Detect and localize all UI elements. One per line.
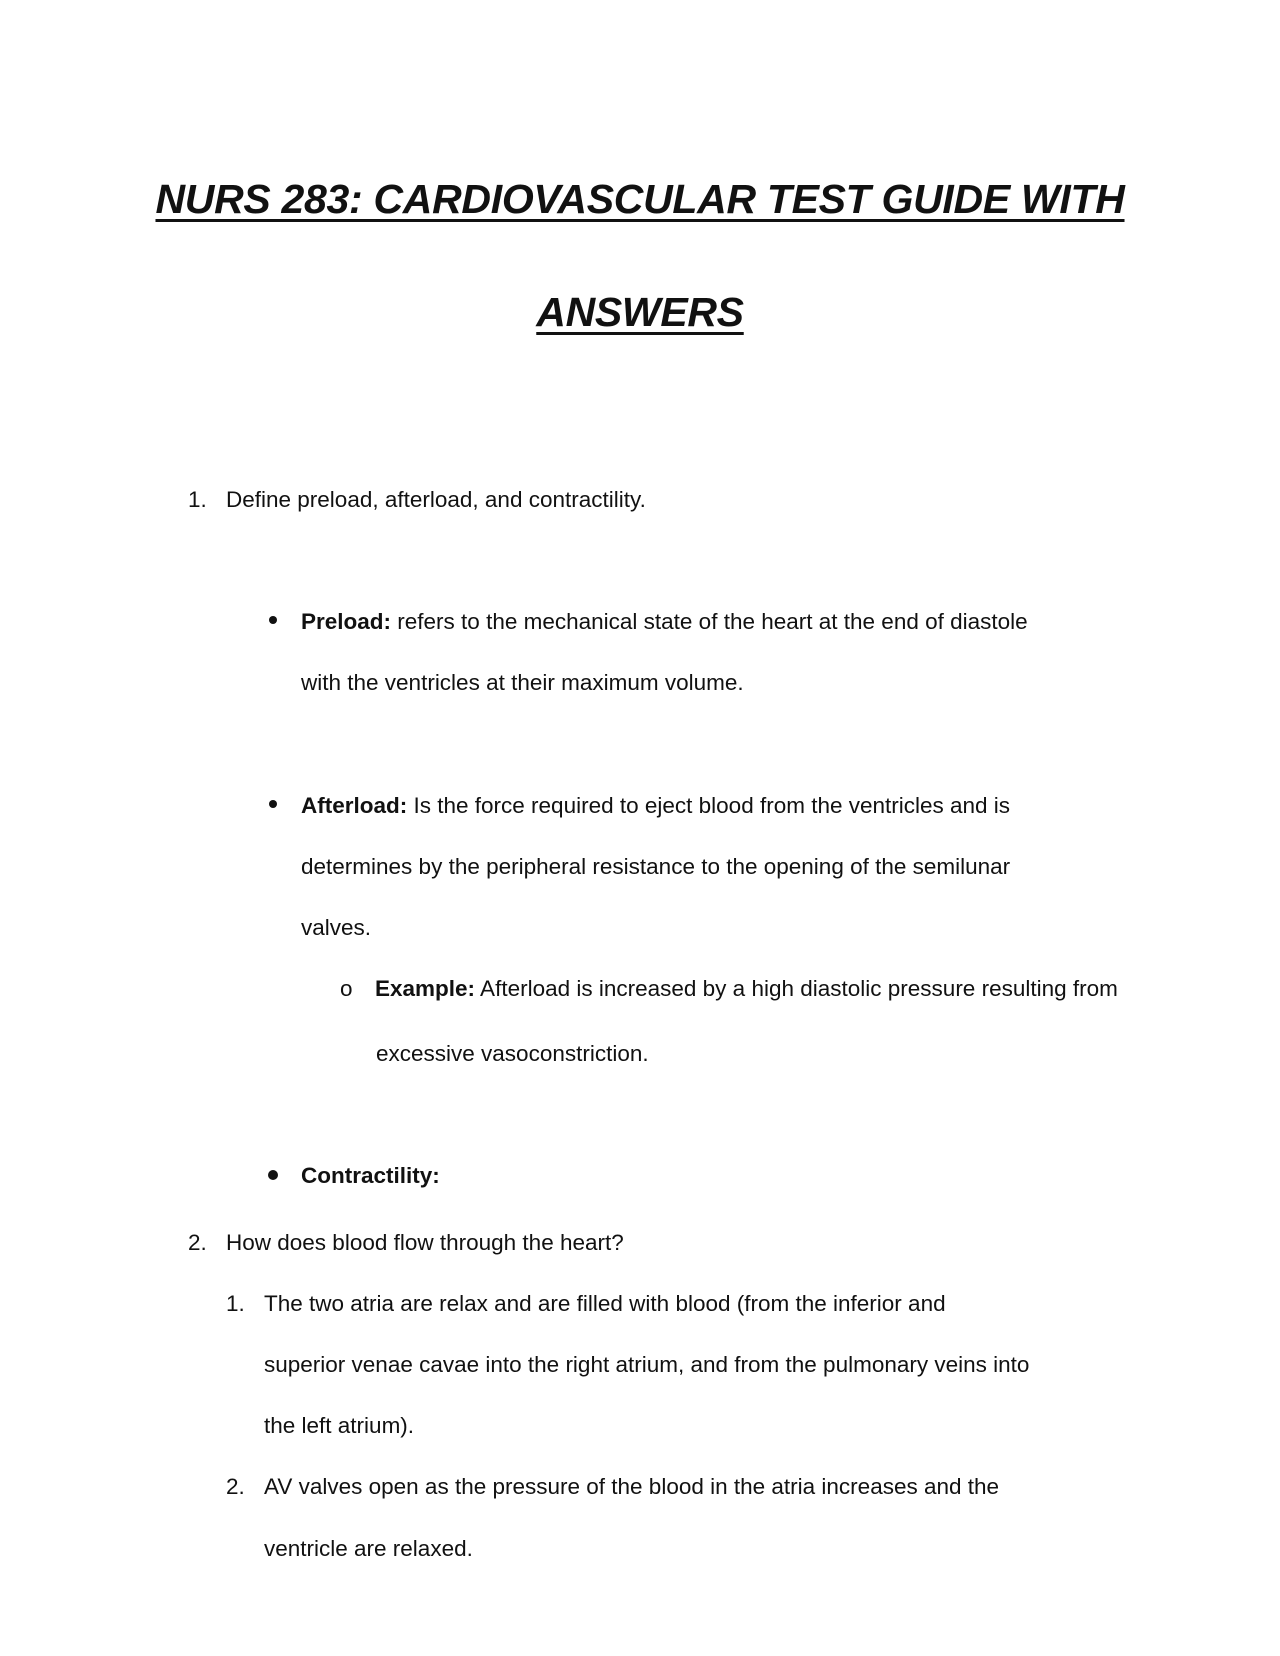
step-2-line-1: AV valves open as the pressure of the blood in the atria increases and the <box>264 1474 1000 1499</box>
question-1-number: 1. <box>188 487 207 512</box>
document-title-line-1: NURS 283: CARDIOVASCULAR TEST GUIDE WITH <box>155 176 1125 222</box>
example-line-1 <box>375 974 1118 1004</box>
bullet-icon <box>268 1170 278 1180</box>
step-1-line-1: The two atria are relax and are filled with blood (from the inferior and <box>264 1291 946 1316</box>
bullet-icon <box>269 616 277 624</box>
preload-definition-line-1: refers to the mechanical state of the heart at the end of diastole <box>391 609 1028 634</box>
question-2-number: 2. <box>188 1230 207 1255</box>
example-term: Example: <box>375 976 476 1001</box>
example-text-line-1: Afterload is increased by a high diastolic pressure resulting from <box>475 976 1118 1001</box>
afterload-definition-line-2: determines by the peripheral resistance to the opening of the semilunar <box>301 854 1011 879</box>
afterload-term: Afterload: <box>301 793 408 818</box>
sub-bullet-marker: o <box>340 976 353 1001</box>
preload-line-1 <box>301 607 1028 637</box>
bullet-icon <box>269 800 277 808</box>
afterload-definition-line-1: Is the force required to eject blood from the ventricles and is <box>407 793 1011 818</box>
preload-term: Preload: <box>301 609 392 634</box>
preload-definition-line-2: with the ventricles at their maximum volume. <box>301 670 744 695</box>
step-1-number: 1. <box>226 1291 245 1316</box>
question-2-text: How does blood flow through the heart? <box>226 1230 624 1255</box>
step-1-line-2: superior venae cavae into the right atrium, and from the pulmonary veins into <box>264 1352 1030 1377</box>
contractility-term: Contractility: <box>301 1163 440 1188</box>
step-2-number: 2. <box>226 1474 245 1499</box>
question-1-text: Define preload, afterload, and contractility. <box>226 487 646 512</box>
afterload-line-1 <box>301 791 1010 821</box>
step-2-line-2: ventricle are relaxed. <box>264 1536 473 1561</box>
step-1-line-3: the left atrium). <box>264 1413 415 1438</box>
document-title-line-2: ANSWERS <box>536 289 744 335</box>
example-text-line-2: excessive vasoconstriction. <box>376 1041 649 1066</box>
afterload-definition-line-3: valves. <box>301 915 372 940</box>
